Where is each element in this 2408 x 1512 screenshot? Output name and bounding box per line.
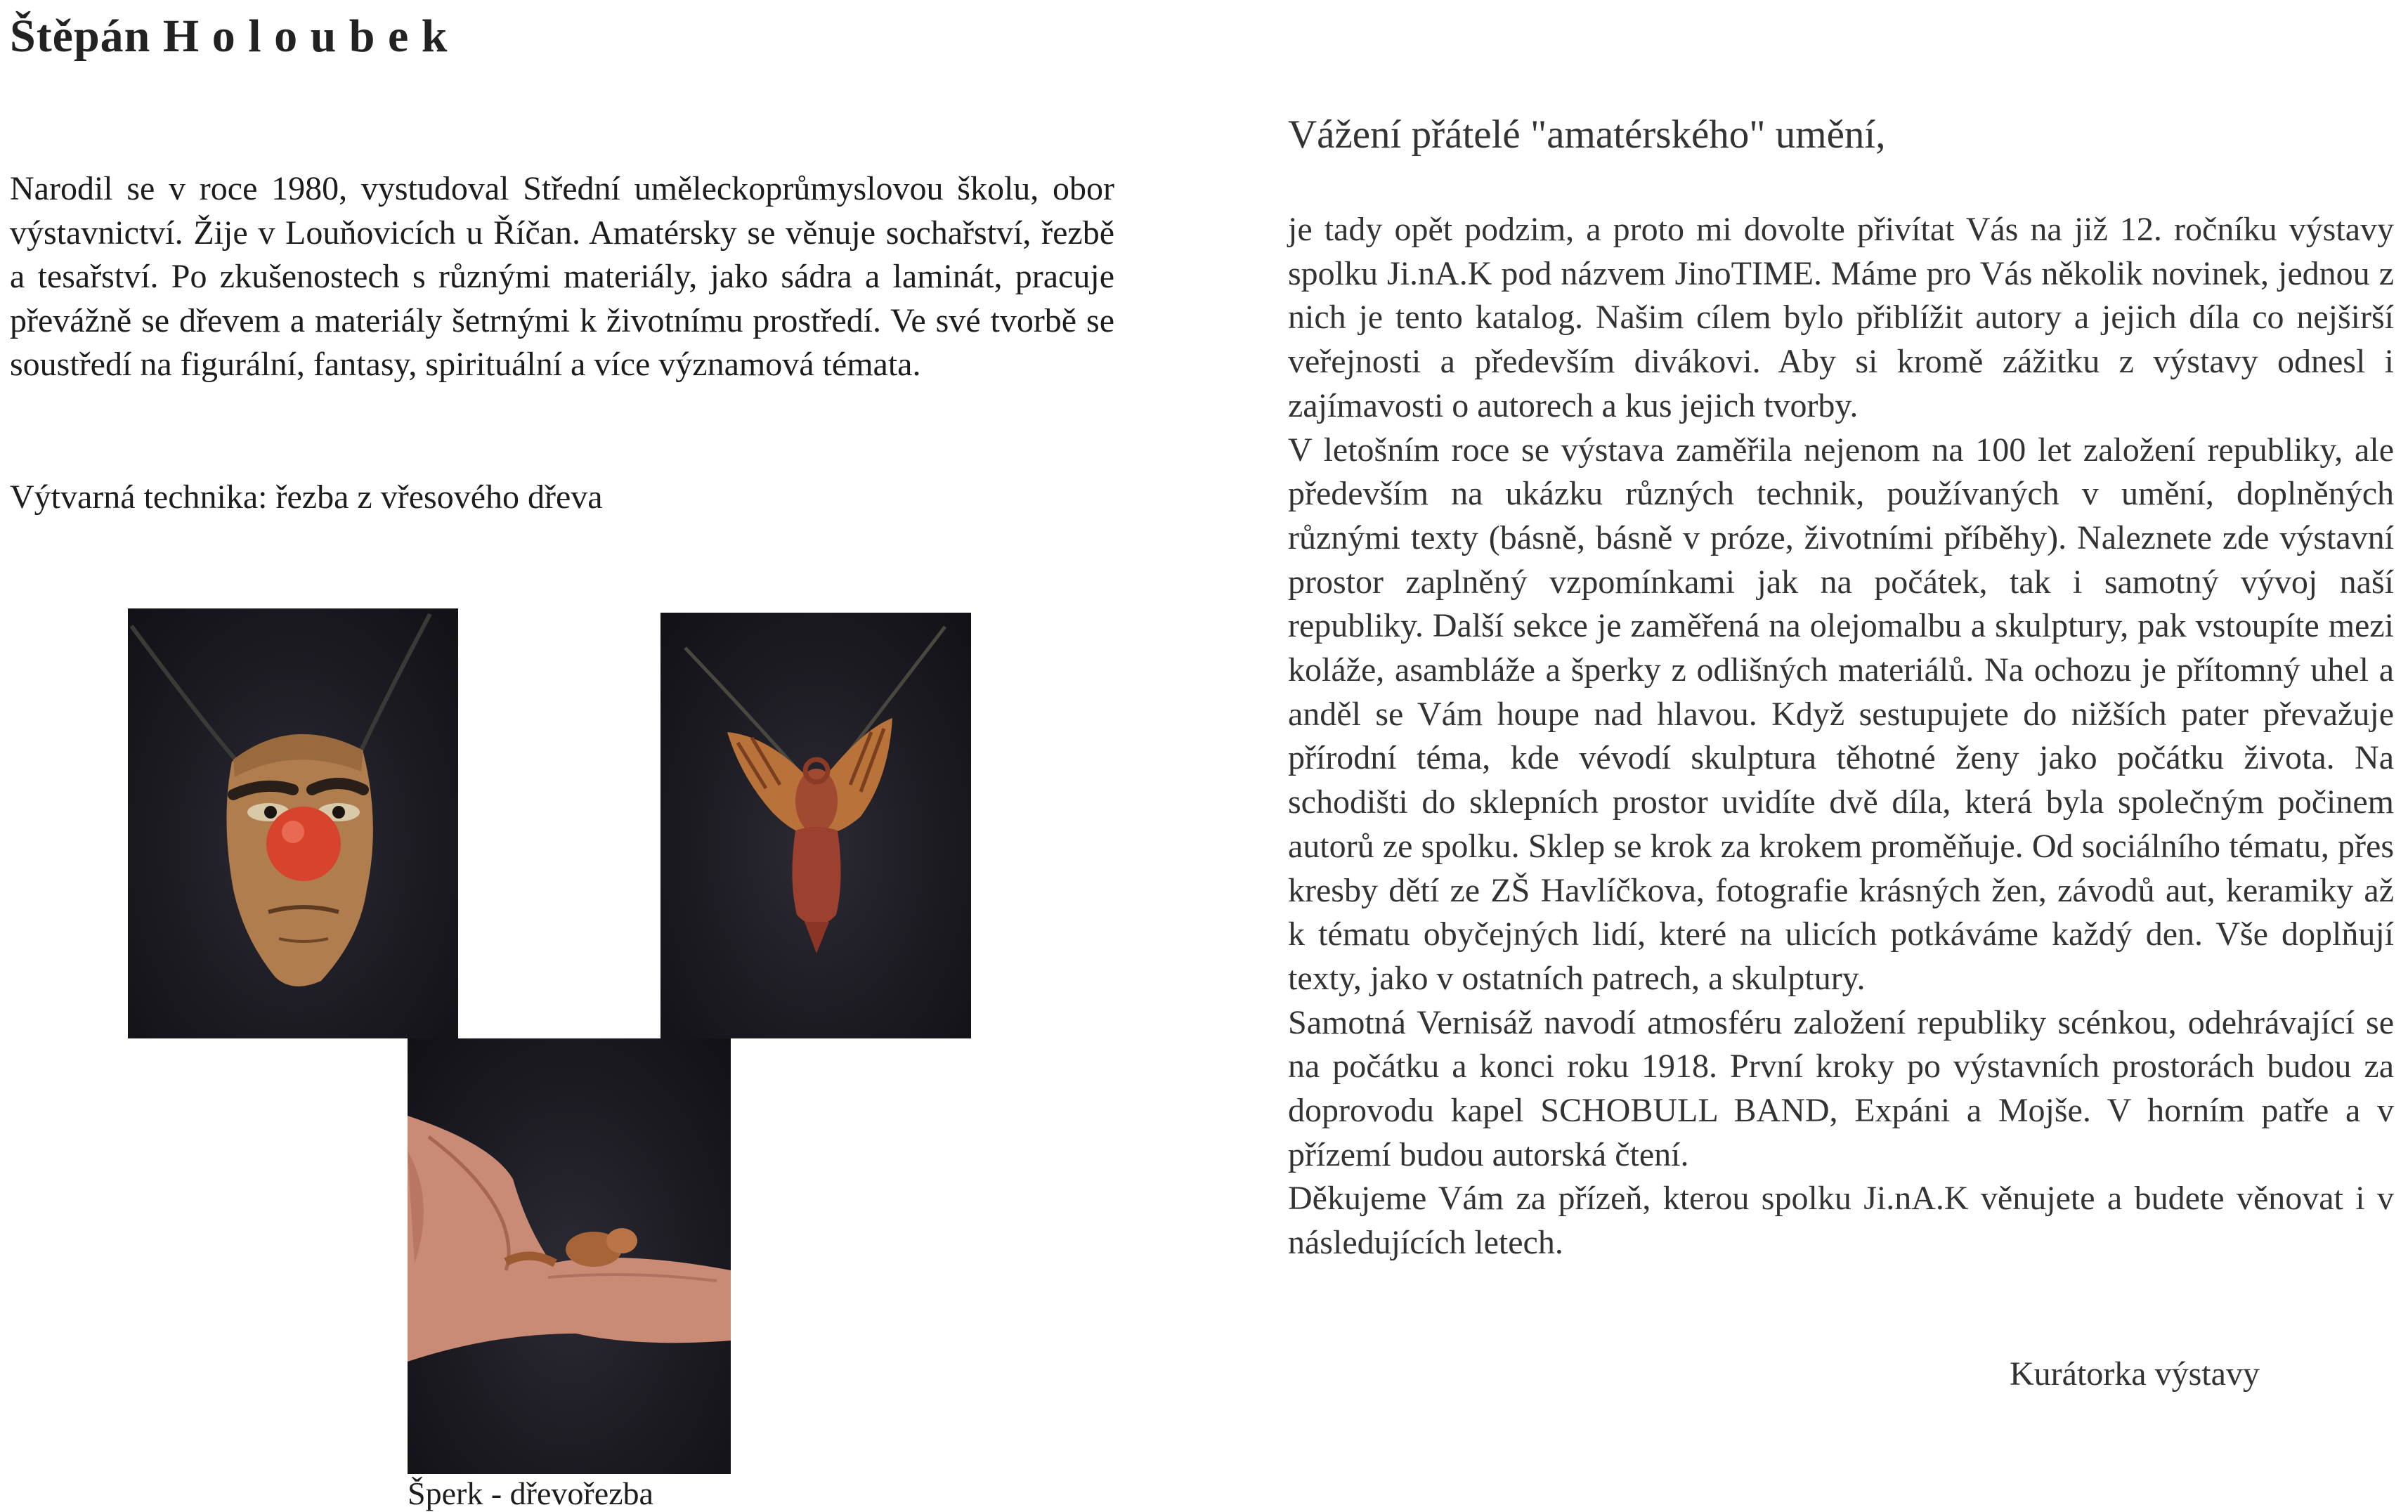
artist-name: Štěpán H o l o u b e k — [10, 11, 448, 62]
letter-paragraph: V letošním roce se výstava zaměřila nejenom na 100 let založení republiky, ale především na ukázku různých technik, používaných v umění, doplněných různými texty (básně, básně v próze, životními příběhy). Naleznete zde výstavní prostor zaplněný vzpomínkami jak na počátek, tak i samotný vývoj naší republiky. Další sekce je zaměřená na olejomalbu a skulptury, pak vstoupíte mezi koláže, asambláže a šperky z odlišných materiálů. Na ochozu je přítomný uhel a anděl se Vám houpe nad hlavou. Když sestupujete do nižších pater převažuje přírodní téma, kde vévodí skulptura těhotné ženy jako počátku života. Na schodišti do sklepních prostor uvidíte dvě díla, která byla společným počinem autorů ze spolku. Sklep se krok za krokem proměňuje. Od sociálního tématu, přes kresby dětí ze ZŠ Havlíčkova, fotografie krásných žen, závodů aut, keramiky až k tématu obyčejných lidí, které na ulicích potkáváme každý den. Vše doplňují texty, jako v ostatních patrech, a skulptury. — [1288, 431, 2394, 997]
winged-figure-illustration — [660, 613, 971, 1038]
letter-paragraph: Děkujeme Vám za přízeň, kterou spolku Ji.nA.K věnujete a budete věnovat i v následujících letech. — [1288, 1180, 2394, 1262]
hand-figure-illustration — [408, 1038, 731, 1474]
photo-caption: Šperk - dřevořezba — [408, 1475, 653, 1511]
letter-paragraph: je tady opět podzim, a proto mi dovolte přivítat Vás na již 12. ročníku výstavy spolku Ji.nA.K pod názvem JinoTIME. Máme pro Vás několik novinek, jednou z nich je tento katalog. Našim cílem bylo přiblížit autory a jejich díla co nejširší veřejnosti a především divákovi. Aby si kromě zážitku z výstavy odnesl i zajímavosti o autorech a kus jejich tvorby. — [1288, 211, 2394, 424]
curled-figure-photo — [408, 1038, 731, 1474]
winged-figure-pendant-photo — [660, 613, 971, 1038]
artist-bio: Narodil se v roce 1980, vystudoval Střední uměleckoprůmyslovou školu, obor výstavnictví. Žije v Louňovicích u Říčan. Amatérsky se věnuje sochařství, řezbě a tesařství. Po zkušenostech s různými materiály, jako sádra a laminát, pracuje převážně se dřevem a materiály šetrnými k životnímu prostředí. Ve své tvorbě se soustředí na figurální, fantasy, spirituální a více významová témata. — [10, 170, 1114, 383]
letter-paragraph: Samotná Vernisáž navodí atmosféru založení republiky scénkou, odehrávající se na počátku a konci roku 1918. První kroky po výstavních prostorách budou za doprovodu kapel SCHOBULL BAND, Expáni a Mojše. V horním patře a v přízemí budou autorská čtení. — [1288, 1003, 2394, 1173]
letter-signature: Kurátorka výstavy — [2010, 1355, 2260, 1393]
clown-mask-illustration — [128, 608, 458, 1038]
letter-greeting: Vážení přátelé "amatérského" umění, — [1288, 112, 1886, 157]
technique-line: Výtvarná technika: řezba z vřesového dřeva — [10, 478, 603, 516]
letter-body — [1288, 208, 2394, 1265]
clown-mask-pendant-photo — [128, 608, 458, 1038]
